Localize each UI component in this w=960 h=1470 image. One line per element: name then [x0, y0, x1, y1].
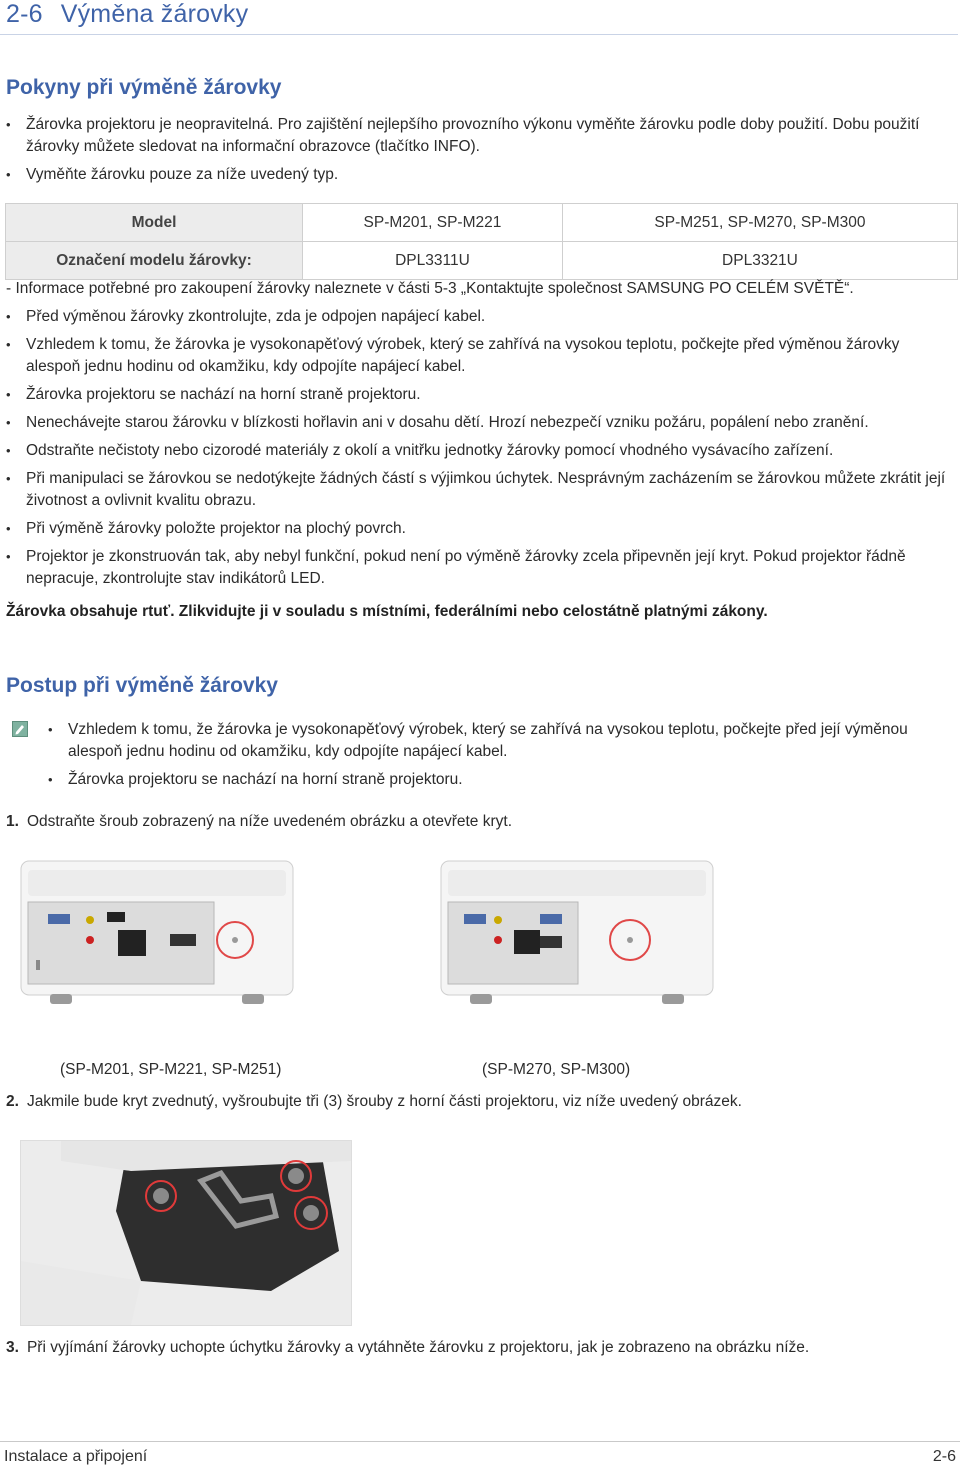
table-cell: DPL3321U: [562, 242, 957, 280]
list-item: • Projektor je zkonstruován tak, aby nebyl funkční, pokud není po výměně žárovky zcela připevněn její kryt. Pokud projektor řádně nepracuje, zkontrolujte stav indikátorů LED.: [0, 546, 955, 590]
mercury-warning: Žárovka obsahuje rtuť. Zlikvidujte ji v souladu s místními, federálními nebo celostátně platnými zákony.: [6, 603, 768, 620]
list-item: • Při výměně žárovky položte projektor na plochý povrch.: [0, 518, 955, 540]
table-cell: DPL3311U: [303, 242, 563, 280]
step-number: 3.: [6, 1339, 19, 1356]
page-title: [6, 0, 248, 29]
section-heading-instructions: Pokyny při výměně žárovky: [6, 76, 282, 99]
list-item: • Žárovka projektoru je neopravitelná. Pro zajištění nejlepšího provozního výkonu vyměňte žárovku podle doby použití. Dobu použití žárovky můžete sledovat na informační obrazovce (tlačítko INFO).: [0, 114, 955, 158]
step-text: Odstraňte šroub zobrazený na níže uvedeném obrázku a otevřete kryt.: [26, 813, 513, 830]
list-item: • Vzhledem k tomu, že žárovka je vysokonapěťový výrobek, který se zahřívá na vysokou teplotu, počkejte před výměnou žárovky alespoň jednu hodinu od okamžiku, kdy odpojíte napájecí kabel.: [0, 334, 955, 378]
step-text: Při vyjímání žárovky uchopte úchytku žárovky a vytáhněte žárovku z projektoru, jak je zobrazeno na obrázku níže.: [26, 1339, 810, 1356]
step-text: Jakmile bude kryt zvednutý, vyšroubujte tři (3) šrouby z horní části projektoru, viz níže uvedený obrázek.: [26, 1093, 742, 1110]
projector-rear-photo-left: [20, 860, 294, 1028]
section-heading-procedure: Postup při výměně žárovky: [6, 674, 278, 697]
list-item: • Nenechávejte starou žárovku v blízkosti hořlavin ani v dosahu dětí. Hrozí nebezpečí vzniku požáru, popálení nebo zranění.: [0, 412, 955, 434]
table-header-cell: Model: [6, 204, 303, 242]
lamp-model-table: [5, 203, 958, 280]
purchase-note: - Informace potřebné pro zakoupení žárovky naleznete v části 5-3 „Kontaktujte společnost SAMSUNG PO CELÉM SVĚTĚ“.: [6, 280, 854, 297]
step-3: [6, 1339, 809, 1357]
table-row: [6, 204, 958, 242]
note-icon: [12, 721, 28, 737]
footer-page-number: 2-6: [932, 1448, 956, 1465]
section-title: Výměna žárovky: [60, 0, 249, 28]
instructions-list-top: [0, 114, 955, 186]
list-item: • Před výměnou žárovky zkontrolujte, zda je odpojen napájecí kabel.: [0, 306, 955, 328]
footer-chapter: Instalace a připojení: [4, 1448, 148, 1465]
list-item: • Při manipulaci se žárovkou se nedotýkejte žádných částí s výjimkou úchytek. Nesprávným zacházením se žárovkou můžete zkrátit její životnost a ovlivnit kvalitu obrazu.: [0, 468, 955, 512]
projector-rear-photo-right: [440, 860, 714, 1028]
lamp-screws-photo: [20, 1140, 352, 1326]
table-cell: SP-M251, SP-M270, SP-M300: [562, 204, 957, 242]
caption-left: (SP-M201, SP-M221, SP-M251): [60, 1061, 282, 1078]
section-number: 2-6: [6, 0, 43, 28]
step-number: 1.: [6, 813, 19, 830]
step-number: 2.: [6, 1093, 19, 1110]
instructions-list: [0, 306, 955, 590]
list-item: • Odstraňte nečistoty nebo cizorodé materiály z okolí a vnitřku jednotky žárovky pomocí vhodného vysávacího zařízení.: [0, 440, 955, 462]
table-cell: SP-M201, SP-M221: [303, 204, 563, 242]
note-list: [42, 719, 942, 791]
step-1: [6, 813, 512, 831]
caption-right: (SP-M270, SP-M300): [482, 1061, 631, 1078]
step-2: [6, 1093, 742, 1111]
list-item: • Vzhledem k tomu, že žárovka je vysokonapěťový výrobek, který se zahřívá na vysokou teplotu, počkejte před její výměnou alespoň jednu hodinu od okamžiku, kdy odpojíte napájecí kabel.: [42, 719, 942, 763]
table-header-cell: Označení modelu žárovky:: [6, 242, 303, 280]
list-item: • Žárovka projektoru se nachází na horní straně projektoru.: [42, 769, 942, 791]
footer-divider: [0, 1441, 960, 1442]
table-row: [6, 242, 958, 280]
header-divider: [0, 34, 958, 35]
list-item: • Žárovka projektoru se nachází na horní straně projektoru.: [0, 384, 955, 406]
list-item: • Vyměňte žárovku pouze za níže uvedený typ.: [0, 164, 955, 186]
